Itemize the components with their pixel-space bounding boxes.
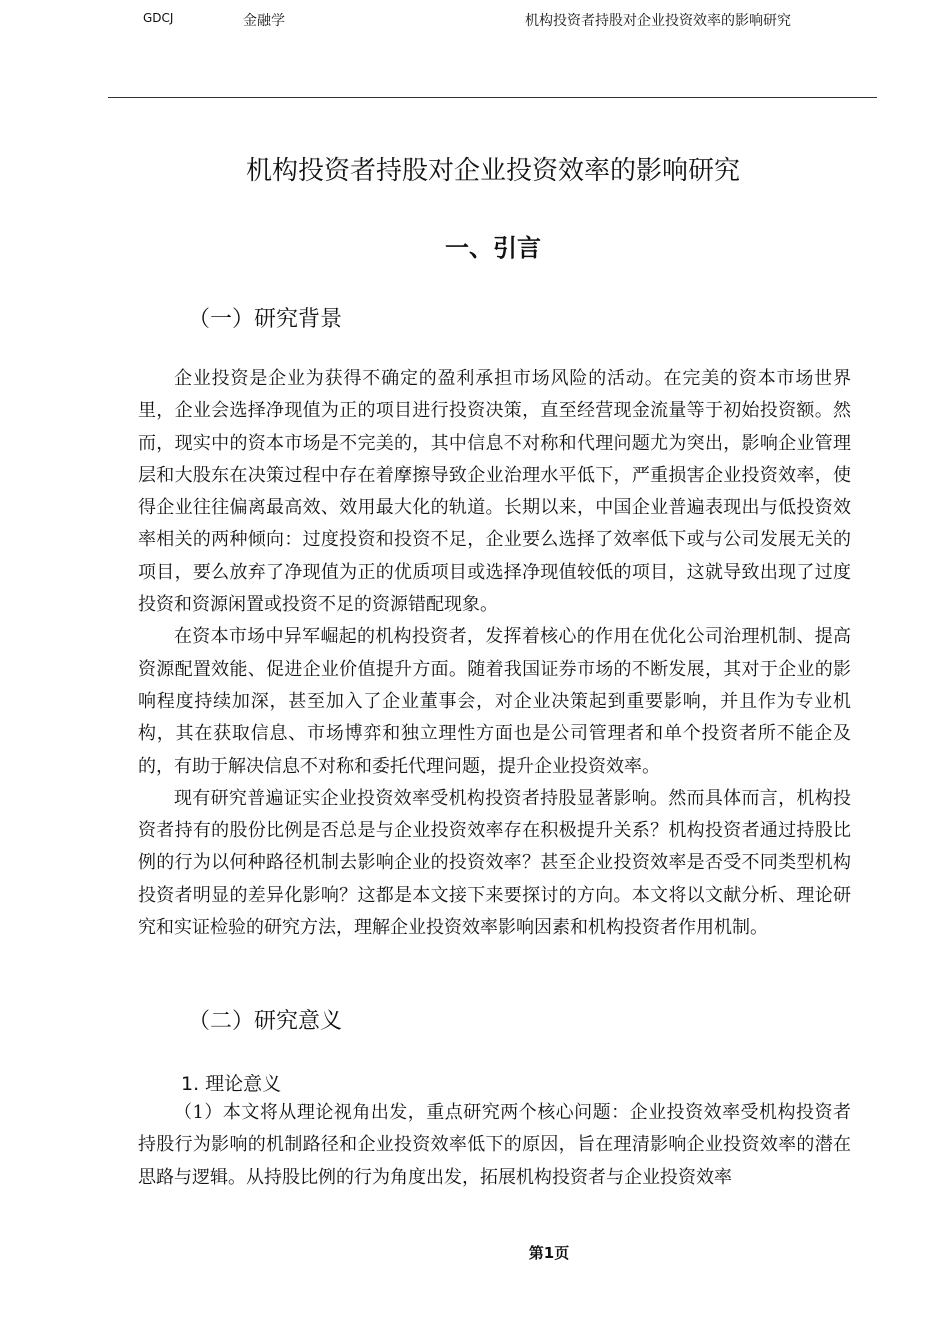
header-title: 机构投资者持股对企业投资效率的影响研究 <box>525 13 791 29</box>
subsection-title-theory: 1. 理论意义 <box>181 1073 282 1095</box>
section-title-background: （一）研究背景 <box>188 307 343 332</box>
page-number: 第1页 <box>528 1244 570 1262</box>
section-background-body <box>138 363 851 944</box>
paragraph: 在资本市场中异军崛起的机构投资者，发挥着核心的作用在优化公司治理机制、提高资源配置效能、促进企业价值提升方面。随着我国证券市场的不断发展，其对于企业的影响程度持续加深，甚至加入了企业董事会，对企业决策起到重要影响，并且作为专业机构，其在获取信息、市场博弈和独立理性方面也是公司管理者和单个投资者所不能企及的，有助于解决信息不对称和委托代理问题，提升企业投资效率。 <box>138 626 851 777</box>
section-title-significance: （二）研究意义 <box>188 1009 343 1034</box>
section-significance-body <box>138 1097 851 1194</box>
chapter-title: 一、引言 <box>445 234 541 262</box>
header-divider <box>108 97 877 98</box>
header-code: GDCJ <box>143 11 174 25</box>
paragraph: 企业投资是企业为获得不确定的盈利承担市场风险的活动。在完美的资本市场世界里，企业会选择净现值为正的项目进行投资决策，直至经营现金流量等于初始投资额。然而，现实中的资本市场是不完美的，其中信息不对称和代理问题尤为突出，影响企业管理层和大股东在决策过程中存在着摩擦导致企业治理水平低下，严重损害企业投资效率，使得企业往往偏离最高效、效用最大化的轨道。长期以来，中国企业普遍表现出与低投资效率相关的两种倾向：过度投资和投资不足，企业要么选择了效率低下或与公司发展无关的项目，要么放弃了净现值为正的优质项目或选择净现值较低的项目，这就导致出现了过度投资和资源闲置或投资不足的资源错配现象。 <box>138 368 851 616</box>
header-subject: 金融学 <box>243 13 285 29</box>
paragraph: 现有研究普遍证实企业投资效率受机构投资者持股显著影响。然而具体而言，机构投资者持有的股份比例是否总是与企业投资效率存在积极提升关系？机构投资者通过持股比例的行为以何种路径机制去影响企业的投资效率？甚至企业投资效率是否受不同类型机构投资者明显的差异化影响？这都是本文接下来要探讨的方向。本文将以文献分析、理论研究和实证检验的研究方法，理解企业投资效率影响因素和机构投资者作用机制。 <box>138 787 851 939</box>
document-title: 机构投资者持股对企业投资效率的影响研究 <box>245 156 740 186</box>
paragraph: （1）本文将从理论视角出发，重点研究两个核心问题：企业投资效率受机构投资者持股行为影响的机制路径和企业投资效率低下的原因，旨在理清影响企业投资效率的潜在思路与逻辑。从持股比例的行为角度出发，拓展机构投资者与企业投资效率 <box>138 1102 851 1188</box>
